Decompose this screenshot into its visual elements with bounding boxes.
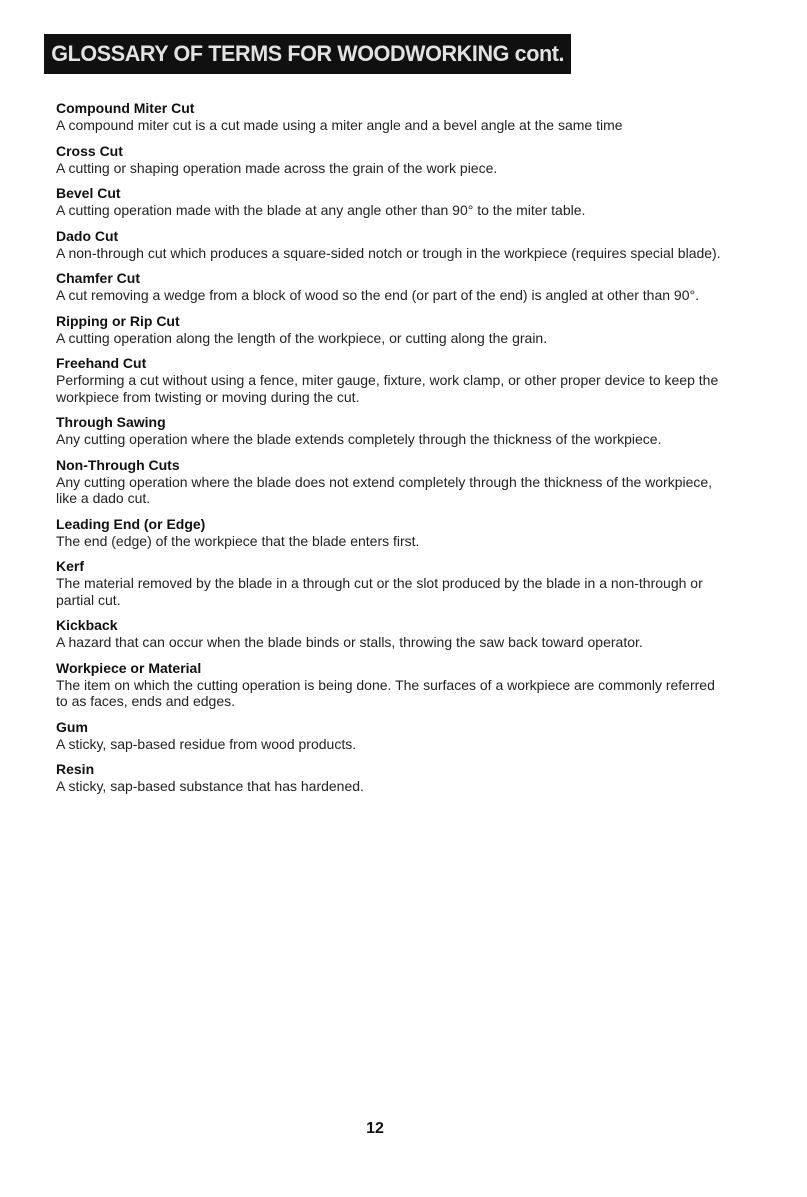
glossary-entry (56, 660, 736, 710)
glossary-entry (56, 516, 736, 550)
glossary-entry (56, 143, 736, 177)
glossary-definition: A cut removing a wedge from a block of wood so the end (or part of the end) is angled at other than 90°. (56, 287, 699, 303)
glossary-term: Gum (56, 718, 88, 735)
glossary-term: Compound Miter Cut (56, 100, 195, 116)
glossary-definition: The end (edge) of the workpiece that the blade enters first. (56, 532, 420, 549)
glossary-entry (56, 355, 736, 405)
glossary-term: Non-Through Cuts (56, 456, 180, 473)
glossary-entry (56, 100, 736, 134)
glossary-definition: A hazard that can occur when the blade binds or stalls, throwing the saw back toward operator. (56, 634, 643, 650)
glossary-definition: A non-through cut which produces a square-sided notch or trough in the workpiece (requires special blade). (56, 244, 721, 261)
glossary-entry (56, 313, 736, 347)
glossary-definition: A compound miter cut is a cut made using a miter angle and a bevel angle at the same time (56, 117, 623, 133)
glossary-list (56, 100, 736, 804)
glossary-entry (56, 270, 736, 304)
section-title: GLOSSARY OF TERMS FOR WOODWORKING cont. (51, 41, 564, 66)
page-number: 12 (366, 1120, 384, 1137)
glossary-definition: A cutting operation made with the blade at any angle other than 90° to the miter table. (56, 202, 586, 218)
glossary-entry (56, 617, 736, 651)
glossary-definition: A cutting or shaping operation made across the grain of the work piece. (56, 159, 498, 176)
glossary-definition: Any cutting operation where the blade does not extend completely through the thickness of the workpiece, like a dado cut. (56, 473, 713, 506)
glossary-term: Resin (56, 761, 95, 777)
glossary-term: Through Sawing (56, 414, 166, 430)
glossary-definition: Any cutting operation where the blade extends completely through the thickness of the workpiece. (56, 431, 662, 447)
glossary-entry (56, 414, 736, 448)
glossary-definition: The material removed by the blade in a through cut or the slot produced by the blade in a non-through or partial cut. (56, 575, 703, 608)
glossary-term: Dado Cut (56, 227, 119, 244)
glossary-definition: A sticky, sap-based residue from wood products. (56, 735, 357, 752)
glossary-definition: Performing a cut without using a fence, miter gauge, fixture, work clamp, or other proper device to keep the workpiece from twisting or moving during the cut. (56, 372, 719, 405)
glossary-term: Bevel Cut (56, 185, 121, 201)
glossary-entry (56, 185, 736, 219)
glossary-term: Kerf (56, 558, 85, 574)
glossary-definition: A sticky, sap-based substance that has hardened. (56, 778, 364, 794)
glossary-term: Chamfer Cut (56, 270, 141, 286)
glossary-entry (56, 228, 736, 262)
glossary-term: Ripping or Rip Cut (56, 312, 180, 329)
glossary-term: Workpiece or Material (56, 659, 202, 676)
glossary-definition: A cutting operation along the length of the workpiece, or cutting along the grain. (56, 329, 548, 346)
section-header-bar (44, 34, 571, 74)
glossary-term: Leading End (or Edge) (56, 515, 206, 532)
glossary-entry (56, 558, 736, 608)
glossary-term: Freehand Cut (56, 355, 147, 371)
glossary-term: Cross Cut (56, 142, 123, 159)
glossary-entry (56, 761, 736, 795)
glossary-definition: The item on which the cutting operation is being done. The surfaces of a workpiece are commonly referred to as faces, ends and edges. (56, 676, 715, 709)
glossary-entry (56, 457, 736, 507)
glossary-term: Kickback (56, 617, 118, 633)
glossary-entry (56, 719, 736, 753)
